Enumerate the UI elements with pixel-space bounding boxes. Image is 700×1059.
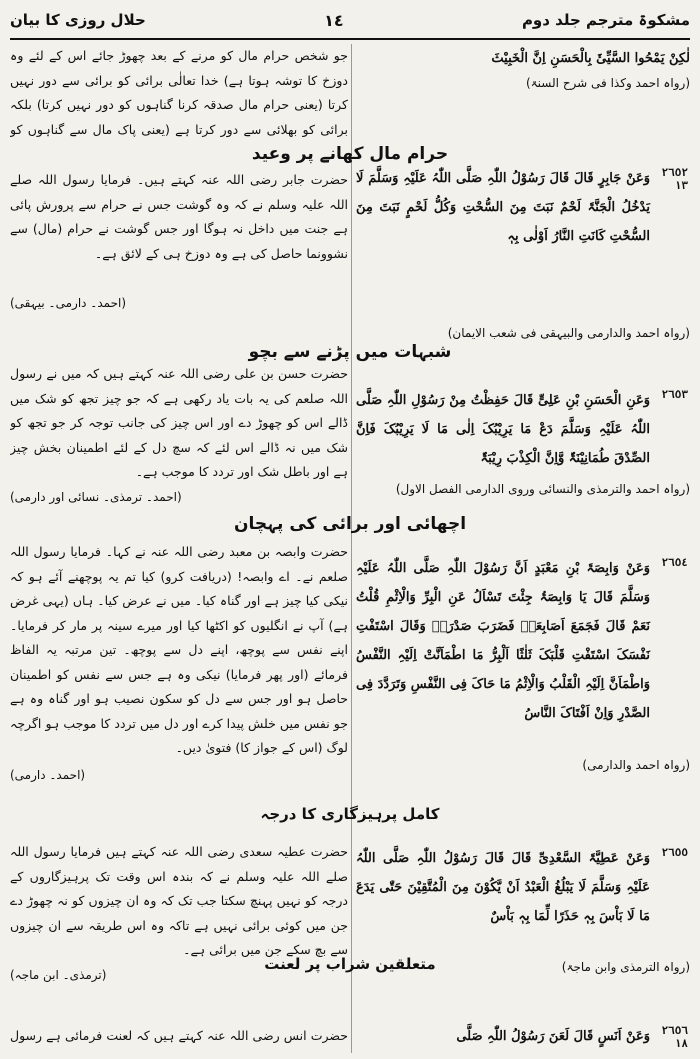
hadith-urdu-text: حضرت حسن بن علی رضی اللہ عنہ کہتے ہیں کہ میں نے رسول اللہ صلعم کی یہ بات یاد رکھی ہے کہ جو چیز تجھ کو شک میں ڈالے اس کو چھوڑ دے اور اس چیز کی جانب توجہ کر جو تجھ کو شک میں نہ ڈالے اس لئے کہ سچ دل کے لئے اطمینان بخش چیز ہے اور باطل شک اور تردد کا موجب ہے۔ <box>10 366 348 479</box>
hadith-source: (ترمذی۔ ابن ماجہ) <box>10 968 107 982</box>
hadith-2654-urdu <box>10 540 348 762</box>
hadith-2655-arabic <box>356 844 690 956</box>
page-header <box>10 2 690 40</box>
hadith-2656-arabic <box>356 1022 690 1053</box>
intro-reference: (رواہ احمد وکذا فی شرح السنۃ) <box>525 76 690 90</box>
hadith-reference: (رواہ الترمذی وابن ماجۃ) <box>561 960 690 974</box>
hadith-number: ٢٦٥٤ <box>661 556 688 569</box>
urdu-column <box>10 44 348 1053</box>
hadith-urdu-text: حضرت انس رضی اللہ عنہ کہتے ہیں کہ لعنت فرمائی ہے رسول <box>10 1028 348 1043</box>
hadith-2654-reference <box>356 754 690 778</box>
hadith-number: ٢٦٥٥ <box>661 846 688 859</box>
hadith-arabic-text: وَعَنِ الْحَسَنِ بْنِ عَلِیٍّ قَالَ حَفِظْتُ مِنْ رَسُوْلِ اللّٰہِ صَلَّی اللّٰہُ عَلَیْہِ وَسَلَّمَ دَعْ مَا یَرِیْبُکَ اِلٰی مَا لَا یَرِیْبُکَ فَاِنَّ الصِّدْقَ طُمَانِیْنَۃٌ وَّاِنَّ الْکِذْبَ رِیْبَۃٌ <box>356 393 650 466</box>
hadith-2655-urdu <box>10 840 348 964</box>
hadith-2656-urdu <box>10 1024 348 1053</box>
heading-text: شبہات میں پڑنے سے بچو <box>248 342 452 362</box>
page-number: ١٤ <box>324 10 344 30</box>
heading-text: کامل پرہیزگاری کا درجہ <box>260 805 440 823</box>
hadith-urdu-text: حضرت وابصہ بن معبد رضی اللہ عنہ نے کہا۔ فرمایا رسول اللہ صلعم نے۔ اے وابصہ! (دریافت کرو) کیا تم یہ پوچھنے آئے ہو کہ نیکی کیا چیز ہے اور گناہ کیا۔ میں نے عرض کیا۔ ہاں (یہی غرض ہے) آپ نے انگلیوں کو اکٹھا کیا اور میرے سینہ پر مار کر فرمایا۔ اپنے نفس سے پوچھ، اپنے دل سے پوچھ۔ تین مرتبہ یہ الفاظ فرمائے (اور پھر فرمایا) نیکی وہ ہے جس سے نفس کو اطمینان حاصل ہو اور جس سے دل کو سکون نصیب ہو اور گناہ وہ ہے جو نفس میں خلش پیدا کرے اور دل میں تردد کا موجب ہو اگرچہ لوگ (اس کے جواز کا) فتویٰ دیں۔ <box>10 544 348 755</box>
hadith-arabic-text: وَعَنْ جَابِرٍ قَالَ قَالَ رَسُوْلُ اللّٰہِ صَلَّی اللّٰہُ عَلَیْہِ وَسَلَّمَ لَا یَدْخُلُ الْجَنَّۃَ لَحْمٌ نَبَتَ مِنَ السُّحْتِ وَکُلُّ لَحْمٍ نَبَتَ مِنَ السُّحْتِ کَانَتِ النَّارُ اَوْلٰی بِہٖ <box>356 171 650 244</box>
intro-arabic: لٰکِنْ یَمْحُوا السَّیِّیَٔ بِالْحَسَنِ اِنَّ الْخَبِیْثَ <box>491 51 690 66</box>
hadith-reference: (رواہ احمد والدارمی) <box>582 758 690 772</box>
intro-arabic-block <box>356 44 690 74</box>
hadith-source: (احمد۔ دارمی۔ بیہقی) <box>10 296 127 310</box>
hadith-2652-arabic <box>356 164 690 322</box>
hadith-reference: (رواہ احمد والدارمی والبیہقی فی شعب الایمان) <box>447 326 690 340</box>
hadith-number: ٢٦٥٢ <box>661 166 688 179</box>
intro-urdu: جو شخص حرام مال کو مرنے کے بعد چھوڑ جائے اس کے لئے وہ دوزخ کا توشہ ہوتا ہے) خدا تعالٰی برائی کو برائی سے دور نہیں کرتا (یعنی حرام مال صدقہ کرنا گناہوں کو دور نہیں کرتا) بلکہ برائی کو بھلائی سے دور کرتا ہے (یعنی پاک مال سے گناہوں کو <box>10 48 348 137</box>
hadith-2654-source <box>10 764 348 788</box>
heading-text: اچھائی اور برائی کی پہچان <box>233 514 467 534</box>
hadith-2653-urdu <box>10 362 348 486</box>
column-divider <box>351 44 352 1053</box>
hadith-2654-arabic <box>356 554 690 752</box>
section-heading <box>10 338 690 366</box>
hadith-urdu-text: حضرت جابر رضی اللہ عنہ کہتے ہیں۔ فرمایا رسول اللہ صلے اللہ علیہ وسلم نے کہ وہ گوشت جس نے حرام سے پرورش پائی ہے جنت میں داخل نہ ہوگا اور جس گوشت نے حرام (مال) سے نشوونما حاصل کی ہے وہ دوزخ ہی کے لائق ہے۔ <box>10 172 348 261</box>
hadith-number: ٢٦٥٦ <box>661 1024 688 1037</box>
hadith-source: (احمد۔ دارمی) <box>10 768 86 782</box>
hadith-reference: (رواہ احمد والترمذی والنسائی وروی الدارمی الفصل الاول) <box>395 482 690 496</box>
intro-reference-block <box>356 72 690 96</box>
hadith-arabic-text: وَعَنْ اَنَسٍ قَالَ لَعَنَ رَسُوْلُ اللّٰہِ صَلَّی <box>456 1029 650 1044</box>
heading-text: حرام مال کھانے پر وعید <box>251 144 449 164</box>
hadith-2652-urdu <box>10 168 348 292</box>
hadith-source: (احمد۔ ترمذی۔ نسائی اور دارمی) <box>10 490 182 504</box>
section-heading <box>10 950 690 978</box>
hadith-number: ٢٦٥٣ <box>661 388 688 401</box>
arabic-column <box>356 44 690 1053</box>
hadith-sub-number: ١٨ <box>674 1037 688 1050</box>
section-heading <box>10 140 690 168</box>
book-title: مشکوۃ مترجم جلد دوم <box>521 11 690 29</box>
hadith-sub-number: ١٣ <box>674 179 688 192</box>
hadith-arabic-text: وَعَنْ عَطِیَّۃَ السَّعْدِیِّ قَالَ قَالَ رَسُوْلُ اللّٰہِ صَلَّی اللّٰہُ عَلَیْہِ وَسَلَّمَ لَا یَبْلُغُ الْعَبْدُ اَنْ یَّکُوْنَ مِنَ الْمُتَّقِیْنَ حَتّٰی یَدَعَ مَا لَا بَاْسَ بِہٖ حَذَرًا لِّمَا بِہٖ بَاْسٌ <box>356 851 650 924</box>
hadith-2653-source <box>10 486 348 510</box>
heading-text: متعلقین شراب پر لعنت <box>264 955 436 973</box>
section-heading <box>10 800 690 828</box>
hadith-urdu-text: حضرت عطیہ سعدی رضی اللہ عنہ کہتے ہیں فرمایا رسول اللہ صلے اللہ علیہ وسلم نے کہ بندہ اس وقت تک پرہیزگاروں کے درجہ کو نہیں پہنچ سکتا جب تک کہ وہ ان چیزوں کو نہ چھوڑ دے جن میں کوئی برائی نہیں ہے تاکہ وہ اس طریقہ سے ان چیزوں سے بچ سکے جن میں برائی ہے۔ <box>10 844 348 957</box>
chapter-title: حلال روزی کا بیان <box>10 11 146 29</box>
section-heading <box>10 510 690 538</box>
hadith-arabic-text: وَعَنْ وَابِصَۃَ بْنِ مَعْبَدٍ اَنَّ رَسُوْلَ اللّٰہِ صَلَّی اللّٰہُ عَلَیْہِ وَسَلَّمَ قَالَ یَا وَابِصَۃُ جِئْتَ تَسْاَلُ عَنِ الْبِرِّ وَالْاِثْمِ قُلْتُ نَعَمْ قَالَ فَجَمَعَ اَصَابِعَہٗ فَضَرَبَ صَدْرَہٗ وَقَالَ اسْتَفْتِ نَفْسَکَ اسْتَفْتِ قَلْبَکَ ثَلٰثًا اَلْبِرُّ مَا اطْمَاَنَّتْ اِلَیْہِ النَّفْسُ وَاطْمَاَنَّ اِلَیْہِ الْقَلْبُ وَالْاِثْمُ مَا حَاکَ فِی النَّفْسِ وَتَرَدَّدَ فِی الصَّدْرِ وَاِنْ اَفْتَاکَ النَّاسُ <box>356 561 650 721</box>
hadith-2652-source <box>10 292 348 316</box>
intro-urdu-block <box>10 44 348 144</box>
hadith-2653-arabic <box>356 386 690 478</box>
